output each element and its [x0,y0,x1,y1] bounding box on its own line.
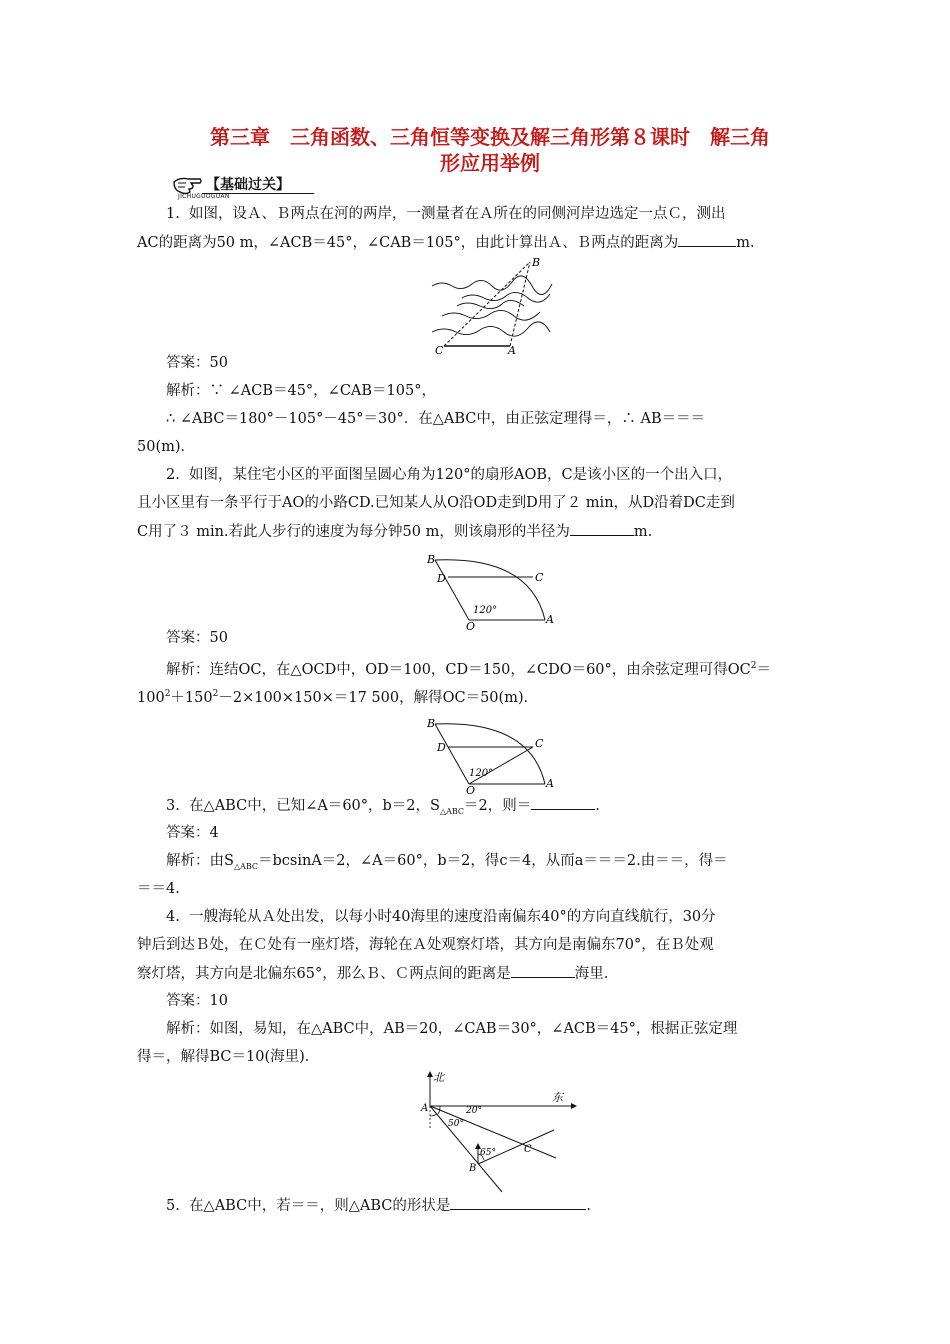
q3-answer: 答案：4 [166,825,219,841]
section-label: 【基础过关】 [206,177,290,193]
q4-angle-20: 20° [466,1106,482,1116]
section-pinyin: JICHUGUOGUAN [178,193,230,200]
q1-river-figure [432,256,552,356]
q2-text-line2: 且小区里有一条平行于AO的小路CD.已知某人从O沿OD走到D用了２ min，从D沿着DC走到 [137,495,735,511]
q1-solution-line1: 解析：∵ ∠ACB＝45°，∠CAB＝105°， [166,383,436,399]
q2-solution-line2: $100^2+150^2-2\times 100\times 150\times=17$ 500，解得OC＝50(m)． [137,689,539,706]
q2-angle-label: 120° [473,605,498,616]
q2-label-a: A [546,613,554,626]
q2s-angle-label: 120° [469,768,494,779]
q1-text-line2: AC的距离为50 m，∠ACB＝45°，∠CAB＝105°，由此计算出Ａ、Ｂ两点的距离为 m. [137,232,755,253]
q4-text-line1: 4. 一艘海轮从Ａ处出发，以每小时40海里的速度沿南偏东40°的方向直线航行，30分 [166,909,716,925]
q1-label-c: C [435,344,444,357]
q2-label-o: O [466,620,476,633]
q1-solution-line2: ∴ ∠ABC＝180°－105°－45°＝30°．在△ABC中，由正弦定理得＝，∴ AB＝＝＝ [166,411,706,427]
q2s-label-o: O [466,784,476,797]
q2-text-line3: C用了３ min.若此人步行的速度为每分钟50 m，则该扇形的半径为 m. [137,521,652,542]
q4-label-b: B [469,1163,477,1174]
q4-solution-line1: 解析：如图，易知，在△ABC中，AB＝20，∠CAB＝30°，∠ACB＝45°，根据正弦定理 [166,1021,738,1037]
q2-sector-figure [425,550,555,633]
q3-solution-line1: 解析：由$S_{\triangle ABC}=bcsinA=2$，∠A＝60°，b＝2，得c＝4，从而a＝＝＝2.由＝＝，得＝ [166,853,728,871]
q2-answer: 答案：50 [166,630,228,646]
q3-text-line1: 3. 在△ABC中，已知∠A＝60°，b＝2，$S_{\triangle ABC}=2$，则＝ . [166,795,600,822]
q4-label-c: C [524,1144,532,1155]
section-underline [202,193,314,194]
q3-solution-line2: ＝＝4. [137,881,180,897]
q4-angle-65: 65° [480,1148,496,1158]
q1-label-b: B [532,256,541,269]
q2-label-b: B [427,553,436,566]
q2s-label-d: D [437,741,446,754]
q5-text-line1: 5. 在△ABC中，若＝＝，则△ABC的形状是 . [166,1195,591,1216]
q4-navigation-figure [418,1068,588,1193]
q1-label-a: A [508,344,516,357]
q4-label-a: A [421,1103,429,1114]
section-badge [172,174,322,202]
q2-solution-line1: 解析：连结OC，在△OCD中，OD＝100，CD＝150，∠CDO＝60°，由余弦定理可得$OC^2=$ [166,661,771,678]
q2s-label-c: C [535,737,544,750]
q2-sector-figure-solution [425,714,555,797]
q4-angle-50: 50° [448,1119,464,1129]
q4-text-line2: 钟后到达Ｂ处，在Ｃ处有一座灯塔，海轮在Ａ处观察灯塔，其方向是南偏东70°，在Ｂ处观 [137,937,714,953]
q1-text-line1: 1. 如图，设Ａ、Ｂ两点在河的两岸，一测量者在Ａ所在的同侧河岸边选定一点Ｃ，测出 [166,206,726,222]
q4-answer: 答案：10 [166,993,228,1009]
q4-text-line3: 察灯塔，其方向是北偏东65°，那么Ｂ、Ｃ两点间的距离是 海里. [137,963,608,984]
page-title: 第三章 三角函数、三角恒等变换及解三角形第８课时 解三角 形应用举例 [210,125,770,175]
q4-north-label: 北 [433,1071,444,1084]
q2s-label-b: B [427,717,436,730]
q1-solution-line3: 50(m)． [137,439,196,455]
q1-answer: 答案：50 [166,355,228,371]
q4-solution-line2: 得＝，解得BC＝10(海里)． [137,1049,320,1065]
q2s-label-a: A [546,777,554,790]
q2-label-d: D [437,572,446,585]
q2-label-c: C [535,571,544,584]
q4-east-label: 东 [552,1091,563,1104]
q2-text-line1: 2. 如图，某住宅小区的平面图呈圆心角为120°的扇形AOB，C是该小区的一个出入口， [166,467,733,483]
